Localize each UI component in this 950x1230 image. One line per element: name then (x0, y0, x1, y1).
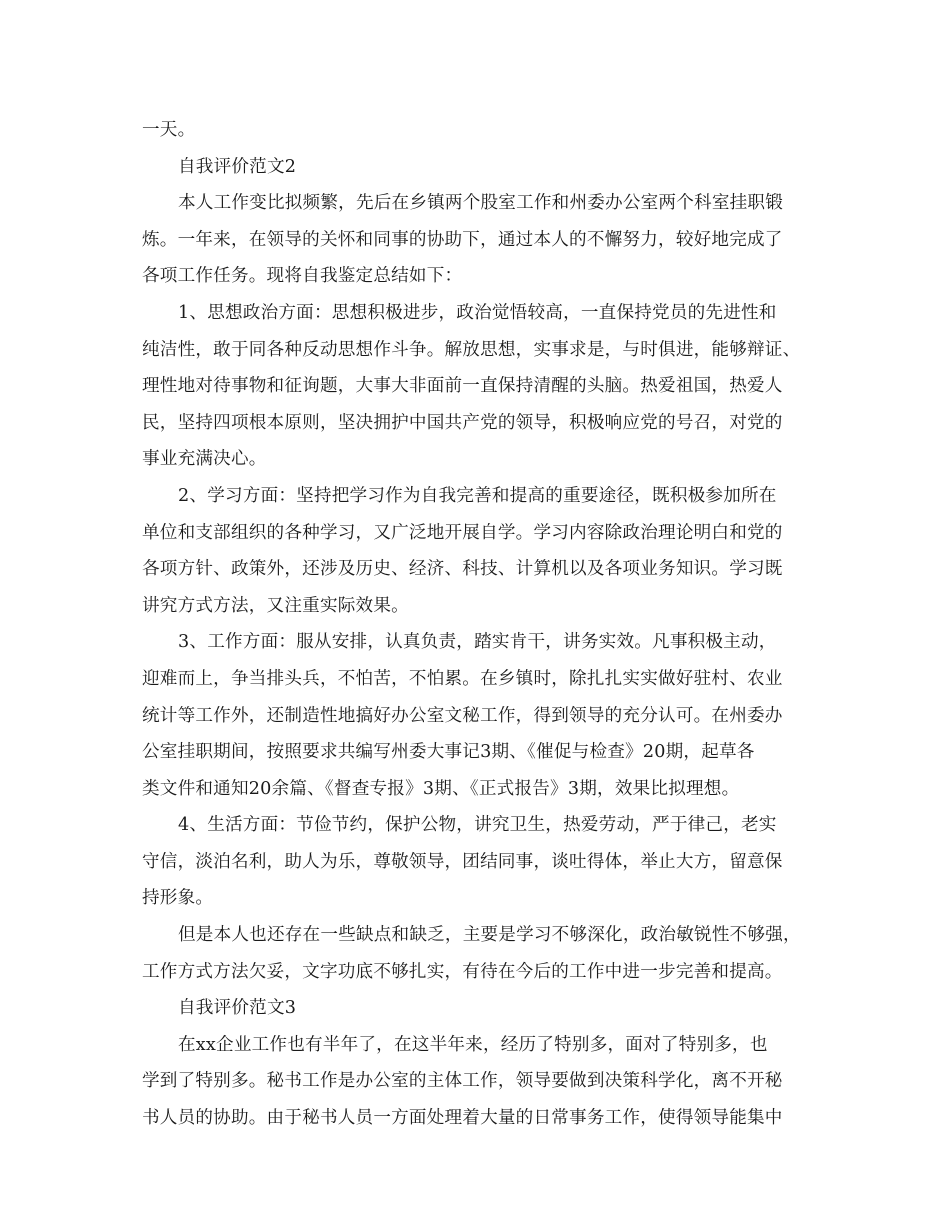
text-line: 公室挂职期间，按照要求共编写州委大事记3期、《催促与检查》20期，起草各 (142, 742, 755, 763)
text-line: 工作方式方法欠妥，文字功底不够扎实，有待在今后的工作中进一步完善和提高。 (142, 961, 783, 982)
text-line: 理性地对待事物和征询题，大事大非面前一直保持清醒的头脑。热爱祖国，热爱人 (142, 376, 783, 397)
text-line: 各项方针、政策外，还涉及历史、经济、科技、计算机以及各项业务知识。学习既 (142, 559, 783, 580)
text-line: 书人员的协助。由于秘书人员一方面处理着大量的日常事务工作，使得领导能集中 (142, 1108, 783, 1129)
text-line: 民，坚持四项根本原则，坚决拥护中国共产党的领导，积极响应党的号召，对党的 (142, 412, 783, 433)
text-line: 本人工作变比拟频繁，先后在乡镇两个股室工作和州委办公室两个科室挂职锻 (178, 193, 783, 214)
text-line: 纯洁性，敢于同各种反动思想作斗争。解放思想，实事求是，与时俱进，能够辩证、 (142, 339, 801, 360)
text-line: 守信，淡泊名利，助人为乐，尊敬领导，团结同事，谈吐得体，举止大方，留意保 (142, 851, 783, 872)
text-line: 一天。 (142, 120, 196, 140)
text-line: 自我评价范文2 (178, 156, 297, 177)
text-line: 单位和支部组织的各种学习，又广泛地开展自学。学习内容除政治理论明白和党的 (142, 522, 783, 543)
text-line: 4、生活方面：节俭节约，保护公物，讲究卫生，热爱劳动，严于律己，老实 (178, 815, 777, 836)
text-line: 讲究方式方法，又注重实际效果。 (142, 595, 409, 616)
text-line: 自我评价范文3 (178, 998, 297, 1019)
text-line: 学到了特别多。秘书工作是办公室的主体工作，领导要做到决策科学化，离不开秘 (142, 1071, 783, 1092)
text-line: 类文件和通知20余篇、《督查专报》3期、《正式报告》3期，效果比拟理想。 (142, 778, 740, 799)
text-line: 3、工作方面：服从安排，认真负责，踏实肯干，讲务实效。凡事积极主动， (178, 632, 777, 653)
text-line: 炼。一年来，在领导的关怀和同事的协助下，通过本人的不懈努力，较好地完成了 (142, 229, 783, 250)
document-page (142, 112, 826, 1137)
text-line: 持形象。 (142, 888, 214, 909)
text-line: 统计等工作外，还制造性地搞好办公室文秘工作，得到领导的充分认可。在州委办 (142, 705, 783, 726)
text-line: 在xx企业工作也有半年了，在这半年来，经历了特别多，面对了特别多，也 (178, 1034, 768, 1055)
text-line: 1、思想政治方面：思想积极进步，政治觉悟较高，一直保持党员的先进性和 (178, 302, 777, 323)
text-line: 迎难而上，争当排头兵，不怕苦，不怕累。在乡镇时，除扎扎实实做好驻村、农业 (142, 668, 783, 689)
text-line: 各项工作任务。现将自我鉴定总结如下： (142, 266, 463, 287)
text-line: 2、学习方面：坚持把学习作为自我完善和提高的重要途径，既积极参加所在 (178, 485, 777, 506)
text-line: 事业充满决心。 (142, 449, 267, 470)
text-line: 但是本人也还存在一些缺点和缺乏，主要是学习不够深化，政治敏锐性不够强， (178, 925, 801, 946)
